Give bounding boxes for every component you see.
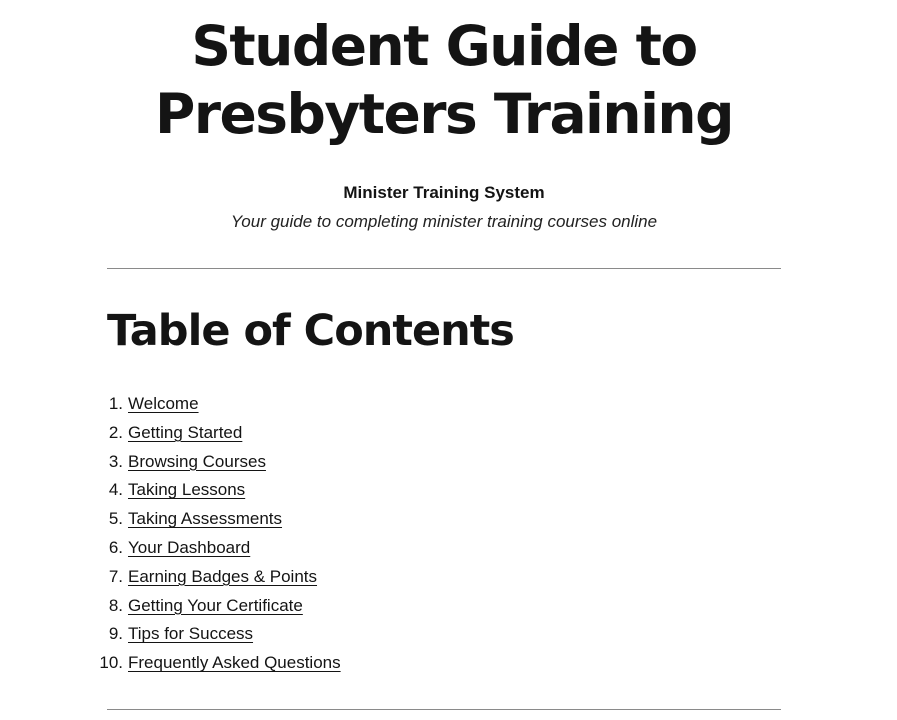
toc-link-your-dashboard[interactable]: Your Dashboard — [128, 537, 251, 557]
toc-item-number: 9. — [108, 624, 123, 644]
toc-item-number: 3. — [108, 451, 123, 471]
toc-link-taking-lessons[interactable]: Taking Lessons — [128, 480, 246, 500]
toc-item-number: 10. — [99, 653, 123, 673]
page-title-line-2: Presbyters Training — [155, 82, 733, 146]
toc-item-number: 8. — [108, 595, 123, 615]
page-title-line-1: Student Guide to — [191, 14, 697, 78]
toc-item — [107, 592, 341, 621]
toc-item — [107, 563, 341, 592]
toc-link-taking-assessments[interactable]: Taking Assessments — [128, 509, 283, 529]
toc-link-faq[interactable]: Frequently Asked Questions — [128, 653, 341, 673]
toc-item-number: 1. — [108, 394, 123, 413]
toc-link-earning-badges-points[interactable]: Earning Badges & Points — [128, 566, 318, 586]
toc-item-number: 7. — [108, 566, 123, 586]
document-tagline: Your guide to completing minister training courses online — [230, 212, 658, 231]
toc-item-number: 2. — [108, 422, 123, 442]
toc-link-getting-started[interactable]: Getting Started — [128, 422, 243, 442]
toc-link-getting-your-certificate[interactable]: Getting Your Certificate — [128, 595, 303, 615]
document-subtitle: Minister Training System — [343, 183, 545, 202]
toc-item — [107, 419, 341, 448]
toc-item — [107, 620, 341, 649]
toc-item-number: 4. — [108, 480, 123, 500]
toc-list — [99, 390, 341, 678]
toc-link-browsing-courses[interactable]: Browsing Courses — [128, 451, 266, 471]
toc-item — [107, 476, 341, 505]
divider-bottom — [107, 709, 781, 710]
page-title — [107, 12, 781, 148]
toc-item — [107, 390, 341, 419]
toc-item-number: 6. — [108, 537, 123, 557]
toc-item-number: 5. — [108, 509, 123, 529]
toc-link-tips-for-success[interactable]: Tips for Success — [128, 624, 254, 644]
toc-item — [107, 534, 341, 563]
toc-link-welcome[interactable]: Welcome — [128, 394, 199, 413]
divider-top — [107, 268, 781, 269]
toc-item — [99, 649, 341, 678]
toc-item — [107, 448, 341, 477]
toc-item — [107, 505, 341, 534]
toc-heading: Table of Contents — [107, 306, 514, 356]
